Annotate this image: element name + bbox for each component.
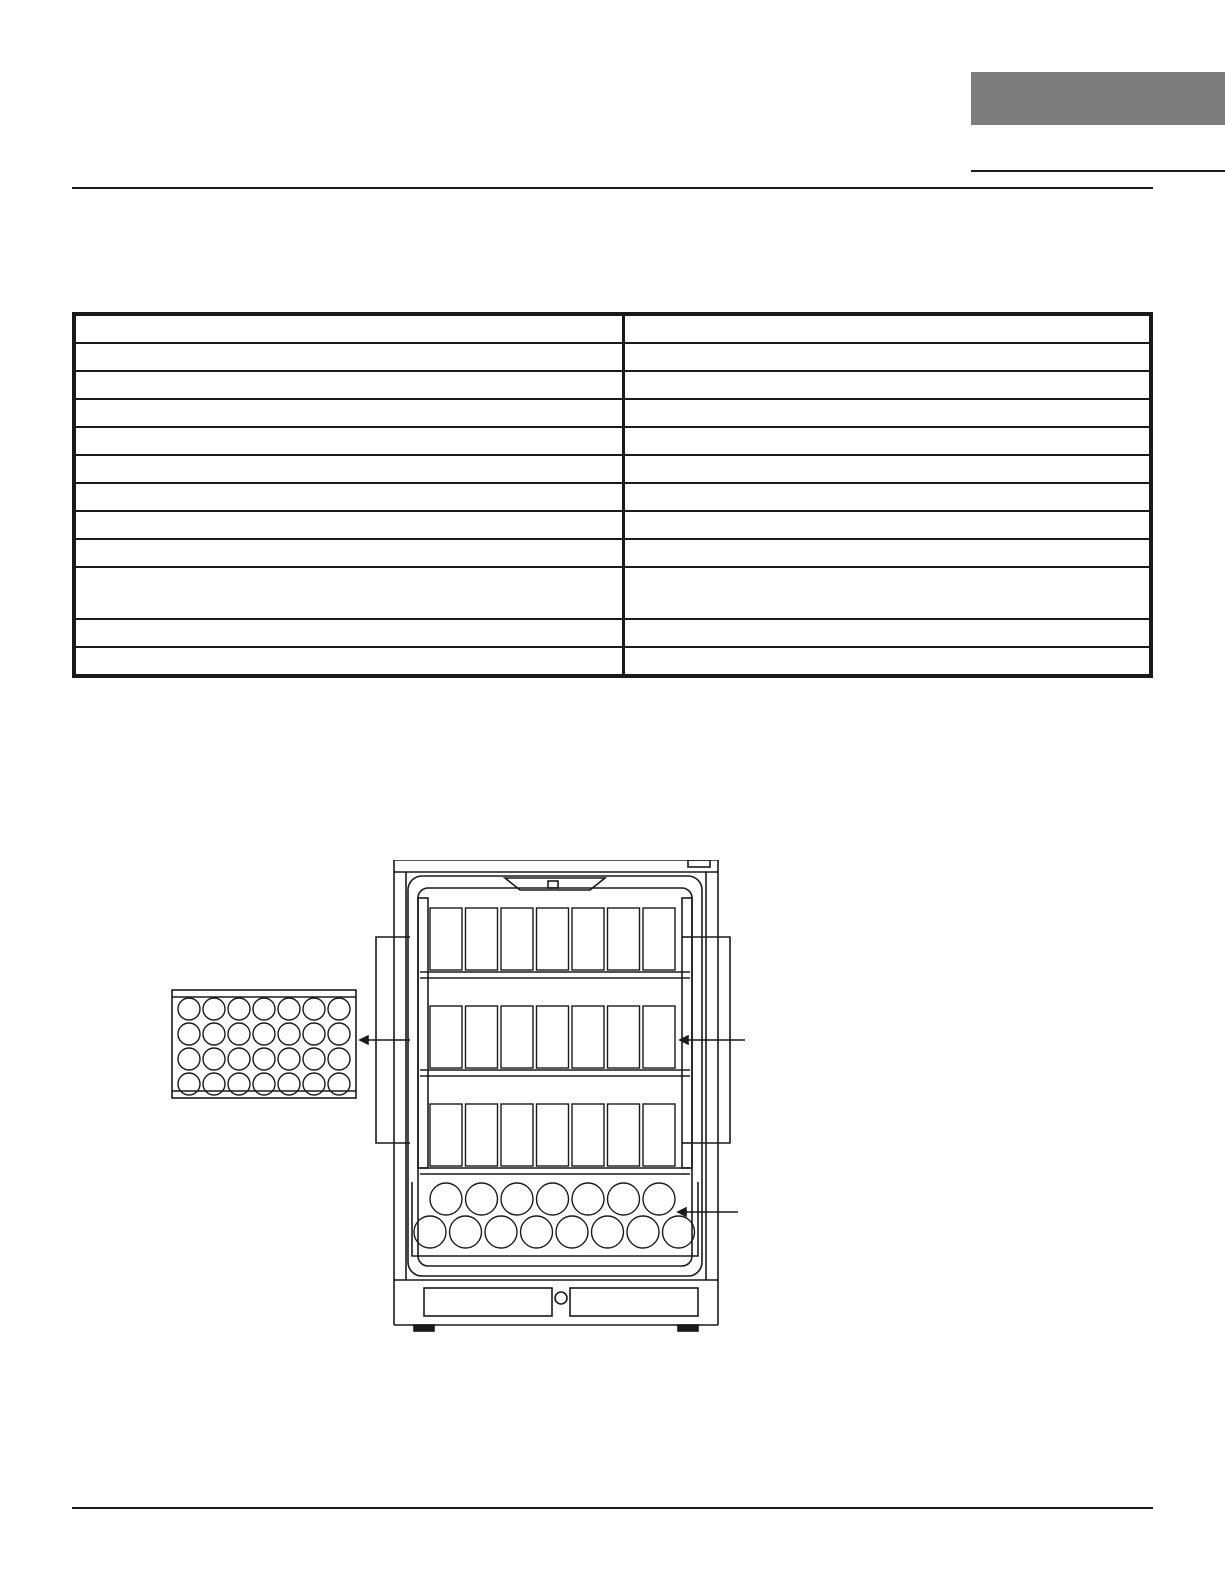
can-top-view bbox=[278, 1048, 300, 1070]
can-top-view bbox=[278, 1023, 300, 1045]
grille-left bbox=[424, 1288, 552, 1316]
spec-value-cell bbox=[624, 511, 1152, 539]
can-side-view bbox=[643, 1104, 675, 1166]
spec-value-cell bbox=[624, 314, 1152, 343]
can-end-view bbox=[537, 1183, 569, 1215]
spec-row bbox=[74, 483, 1151, 511]
can-top-view bbox=[278, 998, 300, 1020]
can-end-view bbox=[643, 1183, 675, 1215]
spec-row bbox=[74, 343, 1151, 371]
spec-row bbox=[74, 427, 1151, 455]
can-side-view bbox=[537, 1104, 569, 1166]
spec-label-cell bbox=[74, 539, 624, 567]
can-end-view bbox=[592, 1216, 624, 1248]
can-top-view bbox=[253, 1023, 275, 1045]
arrow-head-rack bbox=[678, 1208, 686, 1216]
can-top-view bbox=[253, 998, 275, 1020]
right-rail bbox=[682, 898, 692, 1168]
spec-value-cell bbox=[624, 399, 1152, 427]
can-end-view bbox=[556, 1216, 588, 1248]
hinge-top bbox=[688, 860, 710, 867]
footer-rule bbox=[72, 1507, 1153, 1509]
can-side-view bbox=[501, 1104, 533, 1166]
spec-row bbox=[74, 647, 1151, 676]
spec-label-cell bbox=[74, 314, 624, 343]
can-top-view bbox=[328, 998, 350, 1020]
spec-label-cell bbox=[74, 399, 624, 427]
spec-value-cell bbox=[624, 539, 1152, 567]
can-side-view bbox=[572, 908, 604, 970]
beverage-center-diagram bbox=[150, 860, 750, 1340]
can-side-view bbox=[430, 1104, 462, 1166]
can-side-view bbox=[430, 1006, 462, 1068]
spec-row bbox=[74, 539, 1151, 567]
spec-label-cell bbox=[74, 483, 624, 511]
can-side-view bbox=[608, 1104, 640, 1166]
lock-icon bbox=[555, 1292, 567, 1304]
can-side-view bbox=[501, 908, 533, 970]
spec-row bbox=[74, 511, 1151, 539]
can-end-view bbox=[521, 1216, 553, 1248]
spec-value-cell bbox=[624, 371, 1152, 399]
spec-label-cell bbox=[74, 343, 624, 371]
spec-value-cell bbox=[624, 343, 1152, 371]
spec-value-cell bbox=[624, 619, 1152, 647]
spec-row bbox=[74, 314, 1151, 343]
spec-row bbox=[74, 455, 1151, 483]
can-side-view bbox=[572, 1006, 604, 1068]
can-end-view bbox=[572, 1183, 604, 1215]
can-top-view bbox=[228, 1048, 250, 1070]
can-side-view bbox=[466, 1104, 498, 1166]
spec-label-cell bbox=[74, 567, 624, 619]
can-end-view bbox=[466, 1183, 498, 1215]
can-side-view bbox=[430, 908, 462, 970]
can-end-view bbox=[627, 1216, 659, 1248]
grille-right bbox=[570, 1288, 698, 1316]
spec-row bbox=[74, 567, 1151, 619]
can-end-view bbox=[450, 1216, 482, 1248]
section-tab bbox=[971, 72, 1225, 125]
can-side-view bbox=[572, 1104, 604, 1166]
spec-label-cell bbox=[74, 371, 624, 399]
spec-row bbox=[74, 371, 1151, 399]
spec-value-cell bbox=[624, 427, 1152, 455]
can-side-view bbox=[466, 1006, 498, 1068]
can-top-view bbox=[328, 1048, 350, 1070]
spec-row bbox=[74, 619, 1151, 647]
can-top-view bbox=[303, 998, 325, 1020]
can-top-view bbox=[203, 1048, 225, 1070]
can-top-view bbox=[303, 1048, 325, 1070]
spec-label-cell bbox=[74, 619, 624, 647]
foot-right bbox=[678, 1325, 698, 1331]
can-end-view bbox=[430, 1183, 462, 1215]
can-end-view bbox=[501, 1183, 533, 1215]
spec-label-cell bbox=[74, 427, 624, 455]
can-side-view bbox=[643, 1006, 675, 1068]
can-end-view bbox=[608, 1183, 640, 1215]
foot-left bbox=[414, 1325, 434, 1331]
display-icon bbox=[548, 881, 558, 888]
spec-value-cell bbox=[624, 455, 1152, 483]
can-top-view bbox=[303, 1023, 325, 1045]
can-side-view bbox=[537, 908, 569, 970]
can-top-view bbox=[203, 1023, 225, 1045]
spec-value-cell bbox=[624, 647, 1152, 676]
can-top-view bbox=[253, 1048, 275, 1070]
can-top-view bbox=[228, 1023, 250, 1045]
spec-label-cell bbox=[74, 647, 624, 676]
can-end-view bbox=[485, 1216, 517, 1248]
can-top-view bbox=[203, 998, 225, 1020]
specification-table bbox=[72, 312, 1153, 678]
header-rule bbox=[72, 187, 1153, 189]
can-top-view bbox=[178, 998, 200, 1020]
left-rail bbox=[418, 898, 428, 1168]
spec-row bbox=[74, 399, 1151, 427]
can-end-view bbox=[663, 1216, 695, 1248]
can-top-view bbox=[178, 1048, 200, 1070]
can-top-view bbox=[228, 998, 250, 1020]
can-side-view bbox=[643, 908, 675, 970]
spec-label-cell bbox=[74, 511, 624, 539]
can-side-view bbox=[608, 1006, 640, 1068]
spec-label-cell bbox=[74, 455, 624, 483]
can-top-view bbox=[178, 1023, 200, 1045]
can-side-view bbox=[501, 1006, 533, 1068]
section-tab-rule bbox=[971, 170, 1225, 172]
can-side-view bbox=[466, 908, 498, 970]
can-top-view bbox=[328, 1023, 350, 1045]
arrow-head-topview bbox=[360, 1036, 368, 1044]
spec-value-cell bbox=[624, 483, 1152, 511]
spec-value-cell bbox=[624, 567, 1152, 619]
can-side-view bbox=[537, 1006, 569, 1068]
can-side-view bbox=[608, 908, 640, 970]
